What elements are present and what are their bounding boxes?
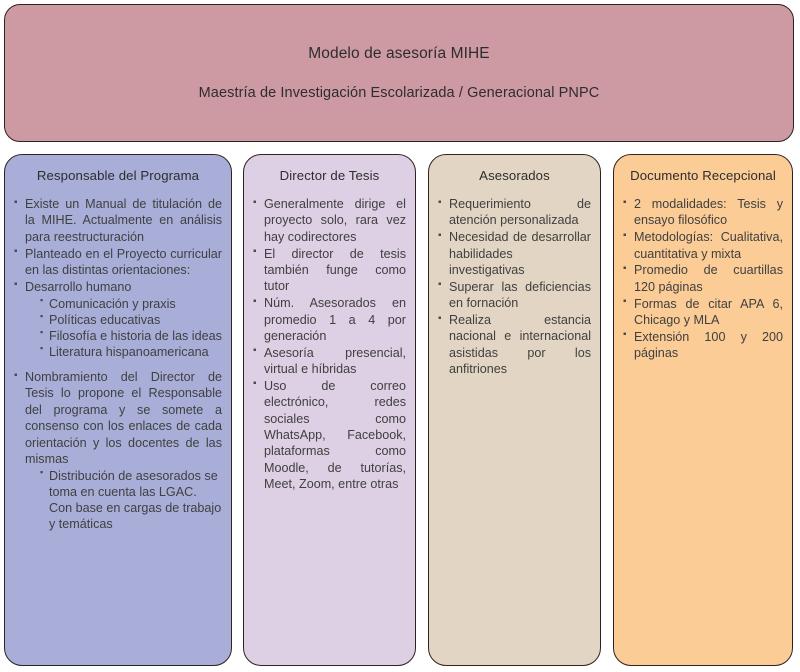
sub-list-distribucion [14, 468, 222, 532]
panel-title-asesorados: Asesorados [479, 168, 550, 183]
list-item: ▪ Superar las deficiencias en fornación [438, 279, 591, 312]
list-item: ▪ Realiza estancia nacional e internacional asistidas por los anfitriones [438, 312, 591, 377]
list-item: ▪ Metodologías: Cualitativa, cuantitativa y mixta [623, 229, 783, 262]
bullet-list-documento [623, 196, 783, 362]
list-item: ▪ Uso de correo electrónico, redes sociales como WhatsApp, Facebook, plataformas como Moodle, de tutorías, Meet, Zoom, entre otras [253, 378, 406, 493]
list-item: ▪ El director de tesis también funge como tutor [253, 246, 406, 295]
bullet-list-director [253, 196, 406, 492]
panel-documento-recepcional [613, 154, 793, 666]
list-item: ▪ Comunicación y praxis [40, 296, 222, 312]
header-banner [4, 4, 794, 142]
list-item: ▪ Núm. Asesorados en promedio 1 a 4 por generación [253, 295, 406, 344]
list-item: ▪ Formas de citar APA 6, Chicago y MLA [623, 296, 783, 329]
list-item: ▪ 2 modalidades: Tesis y ensayo filosófico [623, 196, 783, 229]
list-item: ▪ Asesoría presencial, virtual e híbridas [253, 345, 406, 378]
list-item: ▪ Generalmente dirige el proyecto solo, rara vez hay codirectores [253, 196, 406, 245]
list-item: ▪ Requerimiento de atención personalizada [438, 196, 591, 229]
bullet-list-asesorados [438, 196, 591, 377]
panel-director-de-tesis [243, 154, 416, 666]
list-item: ▪ Distribución de asesorados se toma en cuenta las LGAC. Con base en cargas de trabajo y temáticas [40, 468, 222, 532]
sub-list-orientaciones [14, 296, 222, 360]
list-item: ▪ Promedio de cuartillas 120 páginas [623, 262, 783, 295]
bullet-list-responsable-part2 [14, 369, 222, 467]
list-item: ▪ Políticas educativas [40, 312, 222, 328]
list-item: ▪ Planteado en el Proyecto curricular en las distintas orientaciones: [14, 246, 222, 279]
bullet-list-responsable-part1 [14, 196, 222, 295]
panel-title-documento: Documento Recepcional [630, 168, 776, 183]
panel-asesorados [428, 154, 601, 666]
list-item: ▪ Necesidad de desarrollar habilidades investigativas [438, 229, 591, 278]
panel-title-responsable: Responsable del Programa [36, 168, 200, 183]
list-item: ▪ Literatura hispanoamericana [40, 344, 222, 360]
panel-responsable-del-programa [4, 154, 232, 666]
header-title: Modelo de asesoría MIHE [308, 45, 490, 62]
list-item: ▪ Existe un Manual de titulación de la MIHE. Actualmente en análisis para reestructuración [14, 196, 222, 245]
panel-title-director: Director de Tesis [279, 168, 380, 183]
header-subtitle: Maestría de Investigación Escolarizada / Generacional PNPC [198, 85, 600, 101]
list-item: ▪ Filosofía e historia de las ideas [40, 328, 222, 344]
list-item: ▪ Desarrollo humano [14, 279, 222, 295]
list-item: ▪ Nombramiento del Director de Tesis lo propone el Responsable del programa y se somete a consenso con los enlaces de cada orientación y los docentes de las mismas [14, 369, 222, 467]
list-item: ▪ Extensión 100 y 200 páginas [623, 329, 783, 362]
